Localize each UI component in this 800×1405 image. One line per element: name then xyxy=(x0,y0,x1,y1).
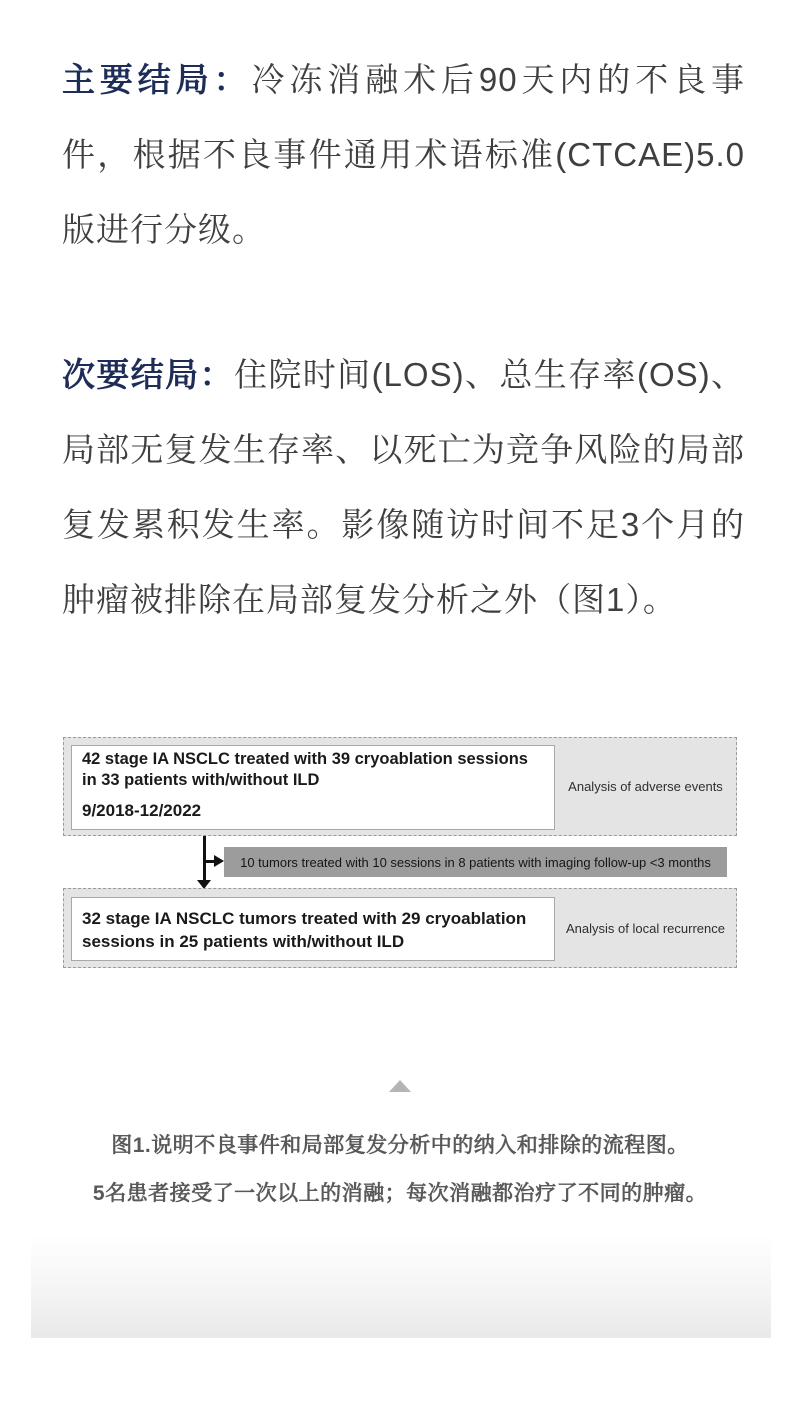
connector-vertical-line xyxy=(203,836,206,880)
paragraph-primary-outcome xyxy=(0,0,800,267)
triangle-up-icon xyxy=(389,1080,411,1092)
arrow-right-icon xyxy=(214,855,224,867)
primary-outcome-text: 冷冻消融术后90天内的不良事件，根据不良事件通用术语标准(CTCAE)5.0版进行分级。 xyxy=(62,61,745,248)
secondary-outcome-text: 住院时间(LOS)、总生存率(OS)、局部无复发生存率、以死亡为竞争风险的局部复发累积发生率。影像随访时间不足3个月的肿瘤被排除在局部复发分析之外（图1）。 xyxy=(62,356,746,618)
figure-caption-line2: 5名患者接受了一次以上的消融；每次消融都治疗了不同的肿瘤。 xyxy=(92,1182,708,1205)
figure-caption-line1: 图1.说明不良事件和局部复发分析中的纳入和排除的流程图。 xyxy=(111,1134,689,1157)
flow-connector xyxy=(63,836,737,888)
connector-branch-line xyxy=(203,860,214,863)
flow-box1-side-label: Analysis of adverse events xyxy=(568,779,723,794)
figure1-flowchart xyxy=(63,737,737,968)
flow-exclusion-band: 10 tumors treated with 10 sessions in 8 patients with imaging follow-up <3 months xyxy=(224,847,727,877)
flow-box-local-recurrence-inner xyxy=(71,897,555,961)
flow-box1-text: 42 stage IA NSCLC treated with 39 cryoablation sessions in 33 patients with/without ILD xyxy=(82,750,528,789)
flow-box-adverse-events-inner xyxy=(71,745,555,830)
paragraph-secondary-outcome xyxy=(0,337,800,637)
secondary-outcome-label: 次要结局： xyxy=(62,356,234,393)
flow-box2-text: 32 stage IA NSCLC tumors treated with 29 cryoablation sessions in 25 patients with/without ILD xyxy=(82,909,527,951)
flow-box-adverse-events xyxy=(63,737,737,836)
flow-box1-date-range: 9/2018-12/2022 xyxy=(82,801,202,820)
primary-outcome-label: 主要结局： xyxy=(62,61,252,98)
flow-box2-side-label: Analysis of local recurrence xyxy=(566,920,725,936)
flow-box-local-recurrence xyxy=(63,888,737,968)
bottom-gradient-block xyxy=(31,1236,771,1338)
figure-caption xyxy=(0,1122,800,1218)
